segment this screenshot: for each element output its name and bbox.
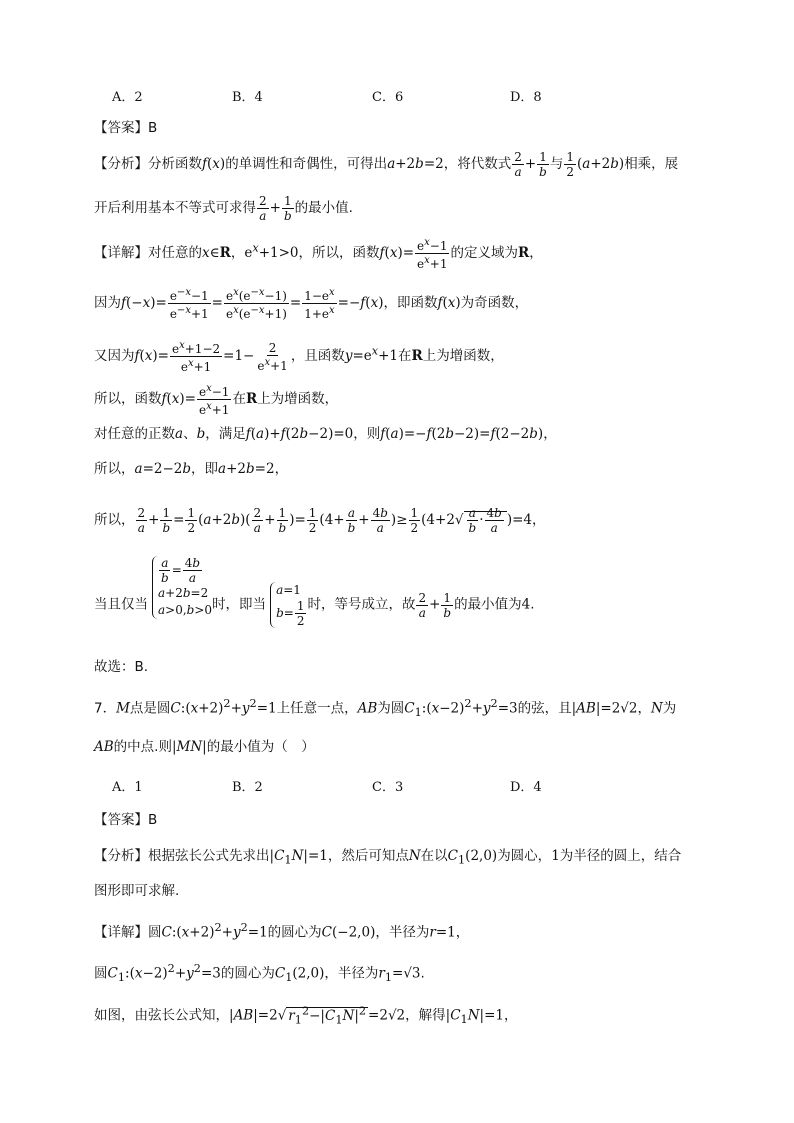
q6-detail-line-6: 所以，a=2−2b，即a+2b=2， <box>94 461 289 477</box>
q7-stem-line-2: AB的中点.则|MN|的最小值为（ ） <box>94 739 315 755</box>
q7-detail-line-3: 如图，由弦长公式知，|AB|=2√ $r_1^2-|C_1N|^2 =2√2$，解得$|C_1N|=1$， <box>94 1004 518 1027</box>
q7-answer: 【答案】B <box>94 812 158 828</box>
q7-option-d: D．4 <box>510 780 542 795</box>
q6-option-d: D．8 <box>510 90 542 105</box>
q6-detail-line-4: 所以，函数f(x)= $\frac{e^x-1}{e^x+1}$ 在R上为增函数， <box>94 383 339 417</box>
q7-option-b: B．2 <box>232 780 263 795</box>
q6-detail-line-5: 对任意的正数a、b，满足f(a)+f(2b−2)=0，则f(a)=−f(2b−2)=f(2−2b)， <box>94 426 557 442</box>
q6-detail-line-2: 因为f(−x)= $\frac{e^{-x}-1}{e^{-x}+1}$ = $\frac{e^x(e^{-x}-1)}{e^x(e^{-x}+1)}$ = $\frac{1-e^x}{1+e^x}$ =−f(x)，即函数f(x)为奇函数， <box>94 287 529 321</box>
q6-option-c: C．6 <box>372 90 404 105</box>
q6-choose: 故选：B. <box>94 659 149 675</box>
q7-option-a: A．1 <box>112 780 143 795</box>
q6-detail-line-1: 【详解】对任意的x∈R，$e^x+1>0$，所以，函数f(x)= $\frac{e^x-1}{e^x+1}$ 的定义域为R， <box>94 237 543 271</box>
q7-analysis-line-1: 【分析】根据弦长公式先求出$|C_1N|=1$，然后可知点N在以$C_1(2,0)$为圆心，1为半径的圆上，结合 <box>94 848 682 867</box>
q6-analysis-line-2: 开后利用基本不等式可求得 $\frac{2}{a}$ + $\frac{1}{b}$ 的最小值. <box>94 194 353 223</box>
q6-option-a: A．2 <box>112 90 143 105</box>
q6-answer: 【答案】B <box>94 120 158 136</box>
analysis-tag: 【分析】 <box>94 156 148 172</box>
q6-analysis-line-1: 【分析】分析函数f(x)的单调性和奇偶性，可得出a+2b=2，将代数式 $\frac{2}{a}$ + $\frac{1}{b}$ 与 $\frac{1}{2}$ (a+2b)相乘，展 <box>94 150 679 179</box>
detail-tag: 【详解】 <box>94 245 148 261</box>
q7-analysis-line-2: 图形即可求解. <box>94 883 180 899</box>
q7-detail-line-2: 圆$C_1:(x-2)^2+y^2=3$的圆心为$C_1(2,0)$，半径为$r_1=√3$. <box>94 962 425 985</box>
q6-detail-line-8: 当且仅当 $\frac{a}{b}$ = $\frac{4b}{a}$ a+2b=2 a>0,b>0 时，即当 a=1 b= $\frac{1}{2}$ 时，等号成立，故 $\frac{2}{a}$ + $\frac{1}{b}$ 的最小值为4. <box>94 555 535 628</box>
q7-stem-line-1: 7．M点是圆$C:(x+2)^2+y^2=1$上任意一点，AB为圆$C_1:(x-2)^2+y^2=3$的弦，且|AB|=2√2，N为 <box>94 697 677 720</box>
q6-detail-line-7: 所以， $\frac{2}{a}$ + $\frac{1}{b}$ = $\frac{1}{2}$ (a+2b)( $\frac{2}{a}$ + $\frac{1}{b}$ )= $\frac{1}{2}$ (4+ $\frac{a}{b}$ + $\frac{4b}{a}$ )≥ $\frac{1}{2}$ (4+2√ $\frac{a}{b}$ · $\frac{4b}{a}$ )=4， <box>94 506 546 535</box>
q6-detail-line-3: 又因为f(x)= $\frac{e^x+1-2}{e^x+1}$ =1− $\frac{2}{e^x+1}$ ，且函数$y=e^x+1$在R上为增函数， <box>94 340 504 374</box>
q7-option-c: C．3 <box>372 780 404 795</box>
q6-option-b: B．4 <box>232 90 263 105</box>
q7-detail-line-1: 【详解】圆$C:(x+2)^2+y^2=1$的圆心为C(−2,0)，半径为r=1， <box>94 921 470 941</box>
